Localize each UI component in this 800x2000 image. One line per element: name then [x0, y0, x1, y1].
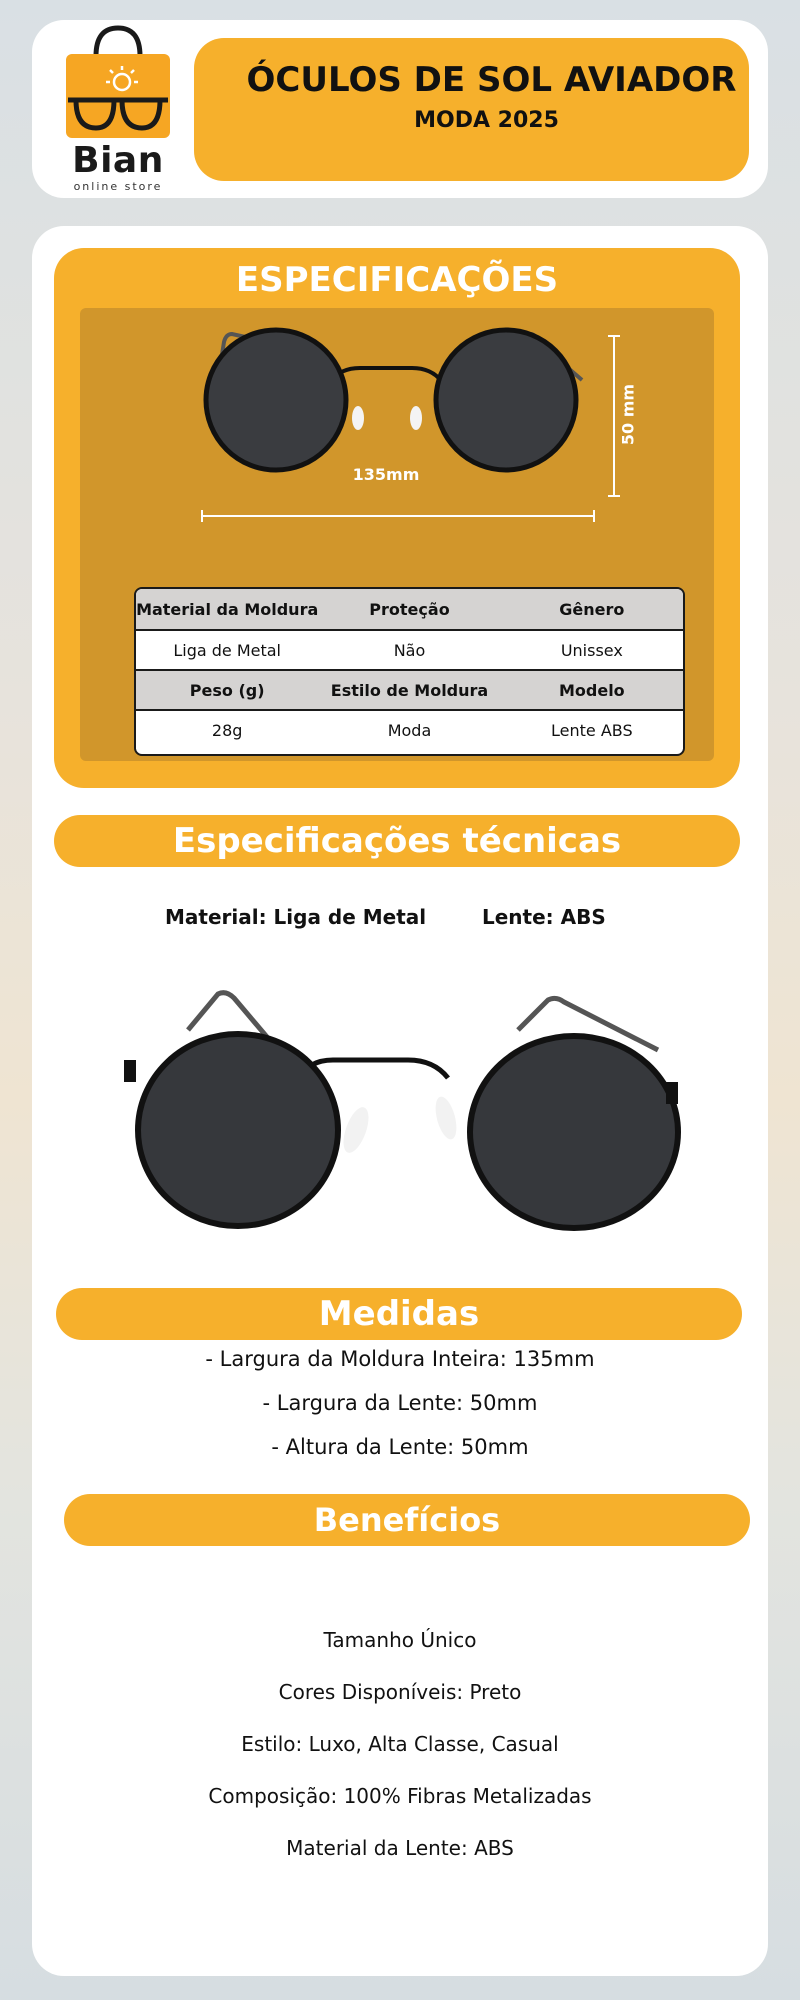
lens-label: Lente: ABS: [482, 905, 606, 929]
technical-specs-banner: [54, 815, 740, 867]
table-header-cell: Peso (g): [189, 680, 265, 700]
table-header-row: [136, 669, 683, 709]
measures-title: Medidas: [318, 1294, 480, 1334]
page-title: ÓCULOS DE SOL AVIADOR: [246, 60, 737, 100]
width-dimension-label: 135mm: [352, 465, 420, 484]
table-cell: 28g: [211, 720, 243, 740]
benefits-title: Benefícios: [313, 1501, 501, 1539]
technical-specs-title: Especificações técnicas: [172, 821, 622, 861]
table-cell: Unissex: [560, 640, 623, 660]
table-header-cell: Gênero: [559, 599, 625, 619]
glasses-product-image: [118, 990, 692, 1240]
table-cell: Lente ABS: [551, 720, 633, 740]
table-row: [136, 709, 683, 749]
brand-subtitle: online store: [73, 180, 163, 193]
measures-banner: [56, 1288, 742, 1340]
measure-line: - Altura da Lente: 50mm: [271, 1435, 529, 1459]
table-header-cell: Estilo de Moldura: [330, 680, 489, 700]
benefit-line: Composição: 100% Fibras Metalizadas: [208, 1784, 592, 1808]
benefit-line: Estilo: Luxo, Alta Classe, Casual: [241, 1732, 559, 1756]
specifications-table: [134, 587, 685, 756]
brand-logo: [58, 24, 178, 194]
measure-line: - Largura da Lente: 50mm: [262, 1391, 538, 1415]
title-banner: [194, 38, 749, 181]
table-header-cell: Material da Moldura: [136, 599, 319, 619]
table-cell: Liga de Metal: [173, 640, 281, 660]
table-header-cell: Modelo: [558, 680, 625, 700]
specifications-title: ESPECIFICAÇÕES: [235, 260, 559, 300]
brand-name: Bian: [72, 140, 164, 181]
height-dimension-label: 50 mm: [618, 383, 638, 446]
table-header-row: [136, 589, 683, 629]
benefit-line: Cores Disponíveis: Preto: [278, 1680, 522, 1704]
table-row: [136, 629, 683, 669]
benefits-banner: [64, 1494, 750, 1546]
dimension-lines: [200, 330, 620, 530]
table-cell: Moda: [387, 720, 432, 740]
page-subtitle: MODA 2025: [414, 108, 559, 133]
benefit-line: Tamanho Único: [323, 1628, 477, 1652]
table-cell: Não: [393, 640, 426, 660]
material-label: Material: Liga de Metal: [165, 905, 427, 929]
table-header-cell: Proteção: [369, 599, 450, 619]
shopping-bag-glasses-icon: [58, 24, 178, 144]
measure-line: - Largura da Moldura Inteira: 135mm: [205, 1347, 595, 1371]
benefit-line: Material da Lente: ABS: [286, 1836, 514, 1860]
